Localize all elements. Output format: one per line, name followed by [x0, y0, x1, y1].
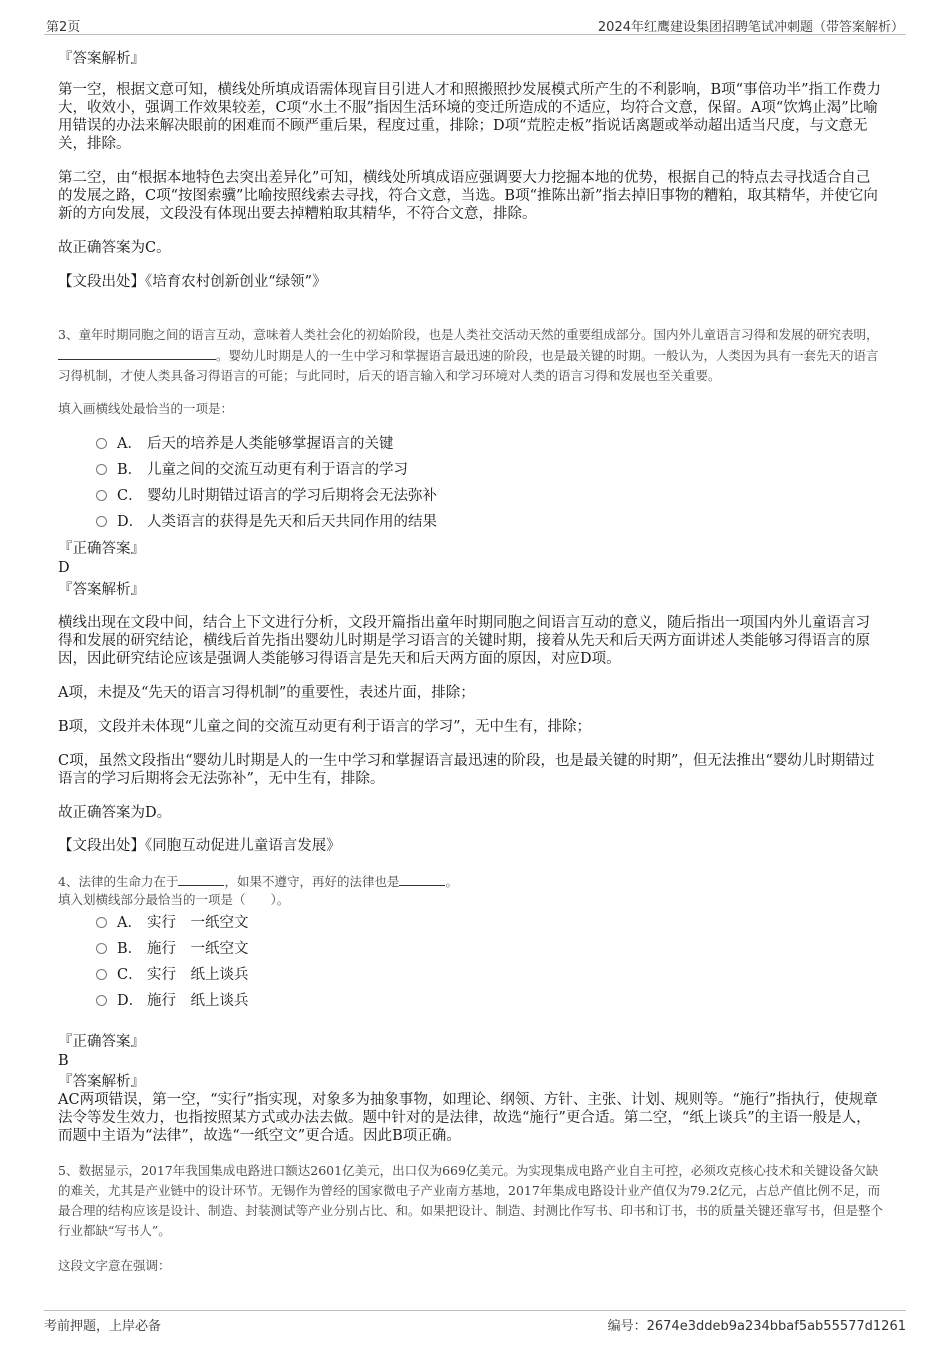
- q2-analysis-label: 『答案解析』: [58, 51, 145, 67]
- page-header: [44, 14, 906, 35]
- q5-prompt: 这段文字意在强调：: [58, 1258, 171, 1273]
- q3-option-c[interactable]: C． 婴幼儿时期错过语言的学习后期将会无法弥补: [96, 487, 796, 505]
- q2-source: 【文段出处】《培育农村创新创业“绿领”》: [58, 274, 327, 290]
- q4-option-a[interactable]: A． 实行 一纸空文: [96, 914, 796, 932]
- q3-analysis-label: 『答案解析』: [58, 582, 145, 598]
- q4-analysis-label: 『答案解析』: [58, 1074, 145, 1090]
- q4-analysis: AC两项错误，第一空，“实行”指实现，对象多为抽象事物，如理论、纲领、方针、主张、计划、规则等。“施行”指执行，使规章法令等发生效力，也指按照某方式或办法去做。题中针对的是法律，故选“施行”更合适。第二空，“纸上谈兵”的主语一般是人，而题中主语为“法律”，故选“一纸空文”更合适。因此B项正确。: [58, 1092, 878, 1144]
- q2-analysis-para1: 第一空，根据文意可知，横线处所填成语需体现盲目引进人才和照搬照抄发展模式所产生的不利影响，B项“事倍功半”指工作费力大，收效小，强调工作效果较差，C项“水土不服”指因生活环境的变迁所造成的不适应，均符合文意，保留。A项“饮鸩止渴”比喻用错误的办法来解决眼前的困难而不顾严重后果，程度过重，排除；D项“荒腔走板”指说话离题或举动超出适当尺度，与文意无关，排除。: [58, 82, 881, 152]
- radio-icon[interactable]: [96, 490, 107, 501]
- q3-option-d[interactable]: D． 人类语言的获得是先天和后天共同作用的结果: [96, 513, 796, 531]
- radio-icon[interactable]: [96, 464, 107, 475]
- footer-slogan: 考前押题，上岸必备: [44, 1319, 162, 1334]
- q3-stem: [58, 325, 884, 386]
- radio-icon[interactable]: [96, 969, 107, 980]
- radio-icon[interactable]: [96, 943, 107, 954]
- q3-option-b[interactable]: B． 儿童之间的交流互动更有利于语言的学习: [96, 461, 796, 479]
- q3-analysis-a: A项，未提及“先天的语言习得机制”的重要性，表述片面，排除；: [58, 685, 475, 701]
- q3-stem-part1: 3、童年时期同胞之间的语言互动，意味着人类社会化的初始阶段，也是人类社交活动天然的重要组成部分。国内外儿童语言习得和发展的研究表明，: [58, 327, 879, 342]
- q3-correct-answer: D: [58, 560, 70, 576]
- q3-conclusion: 故正确答案为D。: [58, 805, 172, 821]
- q3-analysis-para1: 横线出现在文段中间，结合上下文进行分析，文段开篇指出童年时期同胞之间语言互动的意义，随后指出一项国内外儿童语言习得和发展的研究结论，横线后首先指出婴幼儿时期是学习语言的关键时期，接着从先天和后天两方面讲述人类能够习得语言的原因，因此研究结论应该是强调人类能够习得语言是先天和后天两方面的原因，对应D项。: [58, 615, 870, 667]
- footer-serial: 编号：2674e3ddeb9a234bbaf5ab55577d1261: [607, 1319, 906, 1334]
- q4-option-c[interactable]: C． 实行 纸上谈兵: [96, 966, 796, 984]
- q4-stem: 4、法律的生命力在于 ，如果不遵守，再好的法律也是 。: [58, 871, 884, 892]
- radio-icon[interactable]: [96, 917, 107, 928]
- document-title: 2024年红鹰建设集团招聘笔试冲刺题（带答案解析）: [597, 20, 904, 35]
- q2-conclusion: 故正确答案为C。: [58, 240, 171, 256]
- page-number: 第2页: [46, 20, 81, 35]
- q3-blank: [58, 345, 216, 360]
- radio-icon[interactable]: [96, 516, 107, 527]
- q4-option-d[interactable]: D． 施行 纸上谈兵: [96, 992, 796, 1010]
- q3-analysis-c: C项，虽然文段指出“婴幼儿时期是人的一生中学习和掌握语言最迅速的阶段，也是最关键的时期”，但无法推出“婴幼儿时期错过语言的学习后期将会无法弥补”，无中生有，排除。: [58, 753, 875, 787]
- q3-source: 【文段出处】《同胞互动促进儿童语言发展》: [58, 838, 341, 854]
- radio-icon[interactable]: [96, 995, 107, 1006]
- q4-prompt: 填入划横线部分最恰当的一项是（ ）。: [58, 892, 290, 907]
- q4-blank-2: [399, 871, 445, 886]
- page-footer: [44, 1310, 906, 1333]
- q4-blank-1: [178, 871, 224, 886]
- q2-analysis-para2: 第二空，由“根据本地特色去突出差异化”可知，横线处所填成语应强调要大力挖掘本地的优势，根据自己的特点去寻找适合自己的发展之路，C项“按图索骥”比喻按照线索去寻找，符合文意，当选。B项“推陈出新”指去掉旧事物的糟粕，取其精华，并使它向新的方向发展，文段没有体现出要去掉糟粕取其精华，不符合文意，排除。: [58, 170, 878, 222]
- q4-correct-answer: B: [58, 1053, 69, 1069]
- q3-stem-part2: 。婴幼儿时期是人的一生中学习和掌握语言最迅速的阶段，也是最关键的时期。一般认为，人类因为具有一套先天的语言习得机制，才使人类具备习得语言的可能；与此同时，后天的语言输入和学习环境对人类的语言习得和发展也至关重要。: [58, 348, 879, 383]
- q3-prompt: 填入画横线处最恰当的一项是：: [58, 401, 234, 416]
- q4-correct-label: 『正确答案』: [58, 1034, 145, 1050]
- q4-option-b[interactable]: B． 施行 一纸空文: [96, 940, 796, 958]
- q3-correct-label: 『正确答案』: [58, 541, 145, 557]
- q3-analysis-b: B项，文段并未体现“儿童之间的交流互动更有利于语言的学习”，无中生有，排除；: [58, 719, 591, 735]
- q5-stem: 5、数据显示，2017年我国集成电路进口额达2601亿美元，出口仅为669亿美元。为实现集成电路产业自主可控，必须攻克核心技术和关键设备欠缺的难关，尤其是产业链中的设计环节。无锡作为曾经的国家微电子产业南方基地，2017年集成电路设计业产值仅为79.2亿元，占总产值比例不足，而最合理的结构应该是设计、制造、封装测试等产业分别占比、和。如果把设计、制造、封测比作写书、印书和订书，书的质量关键还靠写书，但是整个行业都缺“写书人”。: [58, 1163, 884, 1238]
- q3-option-a[interactable]: A． 后天的培养是人类能够掌握语言的关键: [96, 435, 796, 453]
- radio-icon[interactable]: [96, 438, 107, 449]
